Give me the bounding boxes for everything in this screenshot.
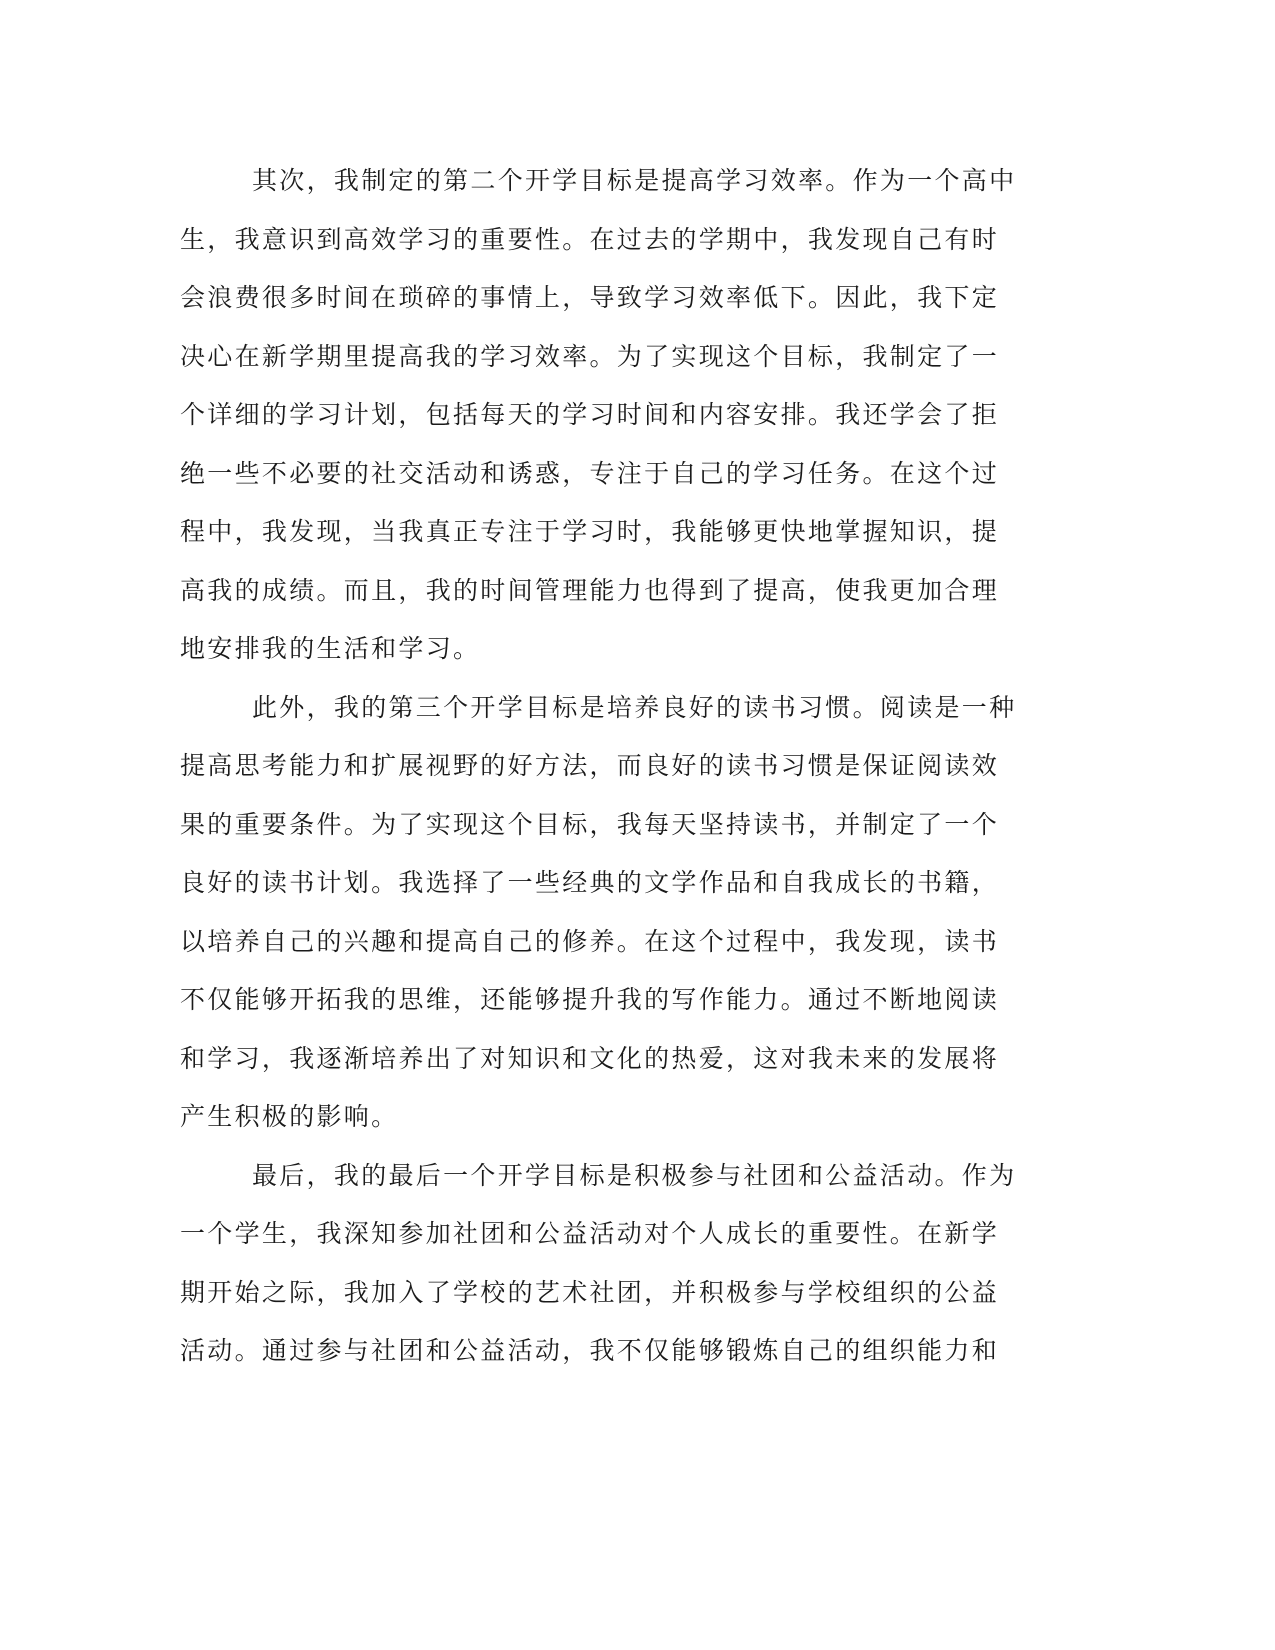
paragraph-club-activities <box>180 1147 1038 1381</box>
paragraph-reading-habit <box>180 679 1038 1147</box>
paragraph-line: 个详细的学习计划，包括每天的学习时间和内容安排。我还学会了拒 <box>180 400 1000 429</box>
paragraph-line: 良好的读书计划。我选择了一些经典的文学作品和自我成长的书籍， <box>180 868 1000 897</box>
paragraph-line: 决心在新学期里提高我的学习效率。为了实现这个目标，我制定了一 <box>180 341 1000 371</box>
paragraph-line: 提高思考能力和扩展视野的好方法，而良好的读书习惯是保证阅读效 <box>180 751 1000 780</box>
paragraph-line: 活动。通过参与社团和公益活动，我不仅能够锻炼自己的组织能力和 <box>180 1336 1000 1365</box>
paragraph-line: 以培养自己的兴趣和提高自己的修养。在这个过程中，我发现，读书 <box>180 926 1000 956</box>
paragraph-line: 程中，我发现，当我真正专注于学习时，我能够更快地掌握知识，提 <box>180 517 1000 546</box>
paragraph-line: 果的重要条件。为了实现这个目标，我每天坚持读书，并制定了一个 <box>180 809 1000 839</box>
paragraph-line: 产生积极的影响。 <box>180 1102 399 1131</box>
paragraph-line: 生，我意识到高效学习的重要性。在过去的学期中，我发现自己有时 <box>180 224 1000 254</box>
paragraph-line: 其次，我制定的第二个开学目标是提高学习效率。作为一个高中 <box>252 166 1017 195</box>
paragraph-line: 一个学生，我深知参加社团和公益活动对个人成长的重要性。在新学 <box>180 1219 1000 1248</box>
paragraph-line: 绝一些不必要的社交活动和诱惑，专注于自己的学习任务。在这个过 <box>180 458 1000 488</box>
paragraph-line: 地安排我的生活和学习。 <box>180 634 481 663</box>
document-body <box>180 152 1038 1381</box>
paragraph-line: 此外，我的第三个开学目标是培养良好的读书习惯。阅读是一种 <box>252 692 1017 722</box>
paragraph-line: 会浪费很多时间在琐碎的事情上，导致学习效率低下。因此，我下定 <box>180 283 1000 312</box>
paragraph-study-efficiency <box>180 152 1038 679</box>
paragraph-line: 高我的成绩。而且，我的时间管理能力也得到了提高，使我更加合理 <box>180 575 1000 605</box>
paragraph-line: 期开始之际，我加入了学校的艺术社团，并积极参与学校组织的公益 <box>180 1277 1000 1307</box>
paragraph-line: 不仅能够开拓我的思维，还能够提升我的写作能力。通过不断地阅读 <box>180 985 1000 1014</box>
paragraph-line: 和学习，我逐渐培养出了对知识和文化的热爱，这对我未来的发展将 <box>180 1043 1000 1073</box>
paragraph-line: 最后，我的最后一个开学目标是积极参与社团和公益活动。作为 <box>252 1160 1017 1190</box>
